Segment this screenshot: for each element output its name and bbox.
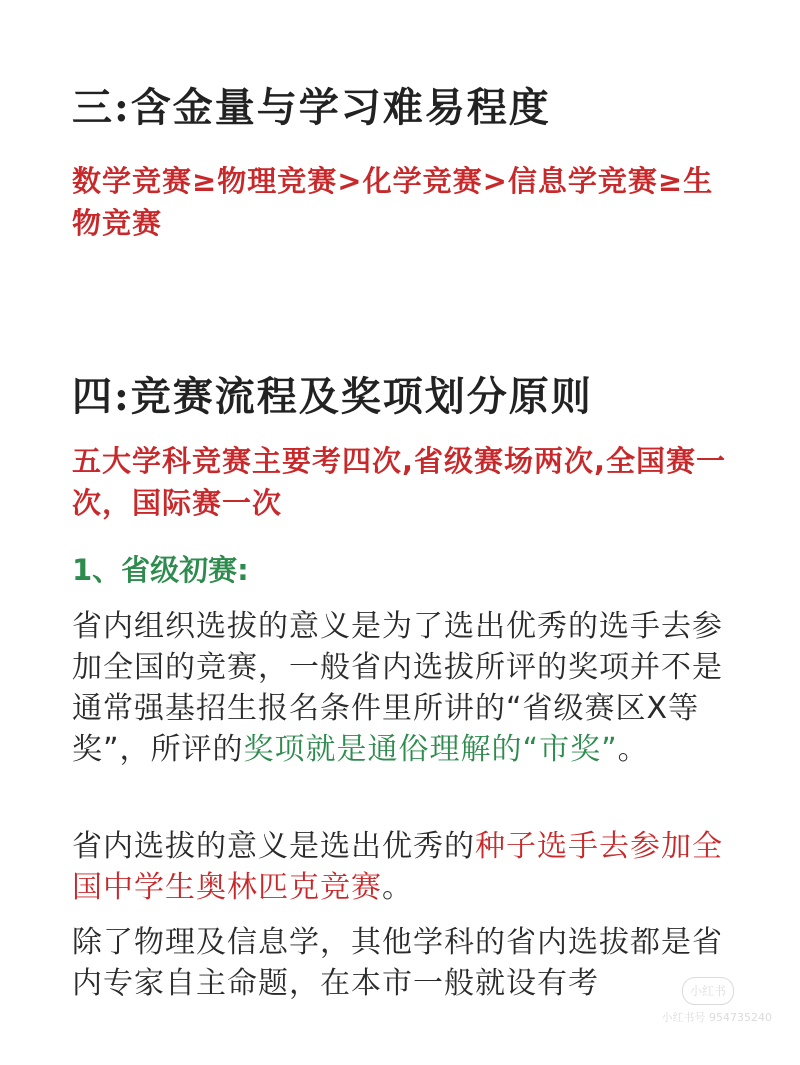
paragraph-exam-setting: 除了物理及信息学，其他学科的省内选拔都是省内专家自主命题，在本市一般就设有考: [72, 925, 723, 1001]
paragraph-text: 省内组织选拔的意义是为了选出优秀的选手去参加全国的竞赛，一般省内选拔所评的奖项并不是通常强基招生报名条件里所讲的“省级赛区X等奖”，所评的: [72, 609, 723, 767]
competition-ranking: 数学竞赛≥物理竞赛>化学竞赛>信息学竞赛≥生物竞赛: [72, 164, 714, 240]
watermark-id: 小红书号 954735240: [661, 1011, 772, 1024]
competition-rounds-summary: 五大学科竞赛主要考四次,省级赛场两次,全国赛一次，国际赛一次: [72, 444, 727, 520]
section-3-title: 三:含金量与学习难易程度: [72, 84, 551, 131]
highlight-seed-players: 种子选手去参加全国中学生奥林匹克竞赛: [72, 829, 723, 905]
provincial-preliminary-heading: 1、省级初赛:: [72, 553, 249, 587]
watermark-logo: 小红书: [682, 977, 734, 1005]
paragraph-text-end: 。: [617, 732, 649, 767]
paragraph-text-end: 。: [382, 870, 413, 905]
watermark: [562, 977, 772, 1037]
section-4-title: 四:竞赛流程及奖项划分原则: [72, 373, 593, 420]
highlight-city-award: 奖项就是通俗理解的“市奖”: [243, 732, 618, 767]
paragraph-text: 省内选拔的意义是选出优秀的: [72, 829, 475, 864]
paragraph-provincial-selection: [72, 606, 732, 770]
paragraph-selection-purpose: [72, 826, 732, 908]
